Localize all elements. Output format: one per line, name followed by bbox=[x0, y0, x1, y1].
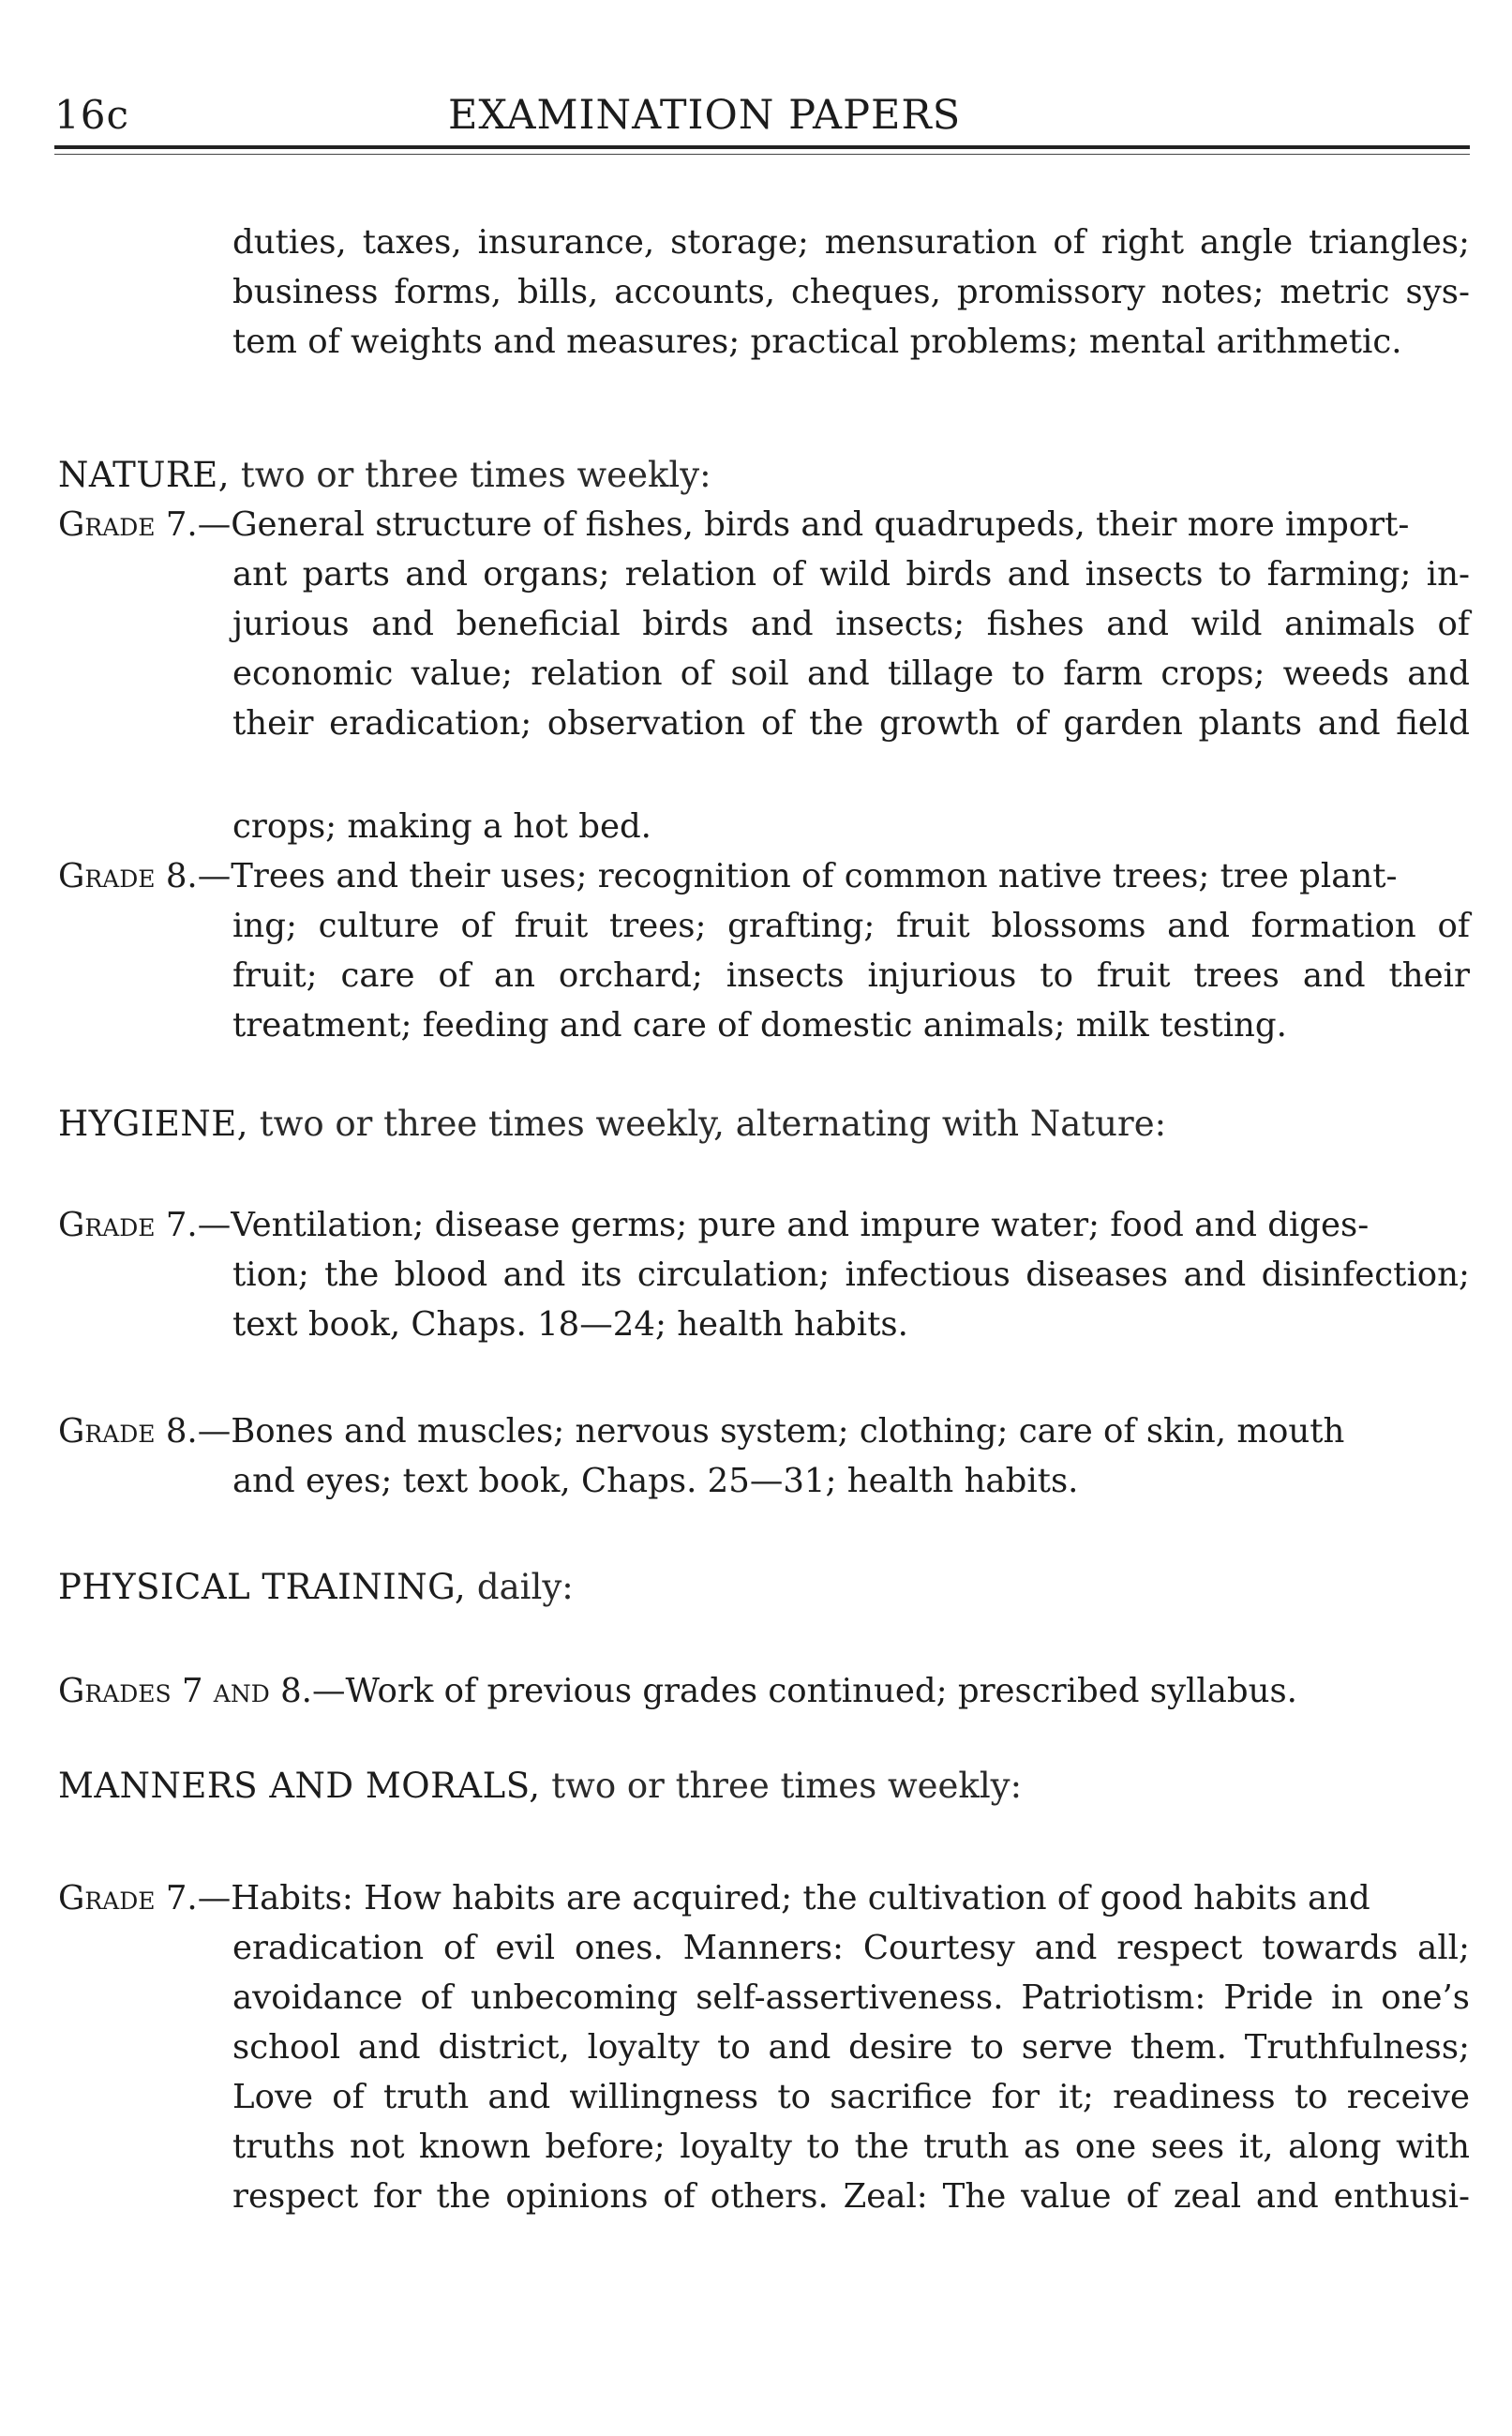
section-title: HYGIENE, bbox=[58, 1104, 249, 1144]
text-line: —Ventilation; disease germs; pure and impure water; food and diges- bbox=[197, 1206, 1370, 1244]
grade-label: Grade 7. bbox=[58, 1206, 198, 1244]
text-line: their eradication; observation of the growth of garden plants and field bbox=[232, 704, 1470, 743]
text-line: tion; the blood and its circulation; infectious diseases and disinfection; bbox=[232, 1256, 1470, 1294]
text-line: and eyes; text book, Chaps. 25—31; health habits. bbox=[232, 1462, 1079, 1500]
text-line: crops; making a hot bed. bbox=[232, 807, 651, 846]
text-line: —Bones and muscles; nervous system; clothing; care of skin, mouth bbox=[197, 1412, 1345, 1451]
nature-grade-8-body bbox=[232, 901, 1470, 1050]
text-line: Love of truth and willingness to sacrifice for it; readiness to receive bbox=[232, 2078, 1470, 2116]
grade-label: Grade 7. bbox=[58, 1879, 198, 1917]
grade-label: Grade 7. bbox=[58, 505, 198, 544]
manners-grade-7-body bbox=[232, 1923, 1470, 2221]
text-line: respect for the opinions of others. Zeal: The value of zeal and enthusi- bbox=[232, 2177, 1470, 2216]
section-note: two or three times weekly: bbox=[240, 455, 711, 495]
section-title: MANNERS AND MORALS, bbox=[58, 1766, 541, 1806]
text-line: truths not known before; loyalty to the truth as one sees it, along with bbox=[232, 2128, 1470, 2166]
header-rule-thick bbox=[54, 145, 1470, 149]
physical-training-heading bbox=[58, 1562, 574, 1612]
text-line: fruit; care of an orchard; insects injurious to fruit trees and their bbox=[232, 956, 1470, 995]
text-line: text book, Chaps. 18—24; health habits. bbox=[232, 1305, 908, 1344]
text-line: —Work of previous grades continued; prescribed syllabus. bbox=[311, 1672, 1297, 1710]
hygiene-grade-8 bbox=[58, 1406, 1474, 1456]
text-line: —Trees and their uses; recognition of common native trees; tree plant- bbox=[197, 857, 1398, 895]
arithmetic-continuation bbox=[232, 218, 1470, 367]
text-line: economic value; relation of soil and tillage to farm crops; weeds and bbox=[232, 654, 1470, 693]
text-line: ant parts and organs; relation of wild birds and insects to farming; in- bbox=[232, 555, 1470, 594]
nature-grade-7 bbox=[58, 500, 1474, 549]
page-number: 16c bbox=[54, 92, 129, 138]
text-line: business forms, bills, accounts, cheques, promissory notes; metric sys- bbox=[232, 273, 1470, 311]
manners-grade-7 bbox=[58, 1873, 1474, 1923]
section-title: NATURE, bbox=[58, 455, 231, 495]
text-line: eradication of evil ones. Manners: Courtesy and respect towards all; bbox=[232, 1929, 1470, 1967]
section-note: daily: bbox=[476, 1567, 574, 1607]
hygiene-grade-8-body bbox=[232, 1456, 1470, 1506]
section-note: two or three times weekly: bbox=[551, 1766, 1023, 1806]
nature-grade-7-body bbox=[232, 549, 1470, 748]
nature-grade-7-end bbox=[232, 802, 1470, 851]
text-line: —Habits: How habits are acquired; the cultivation of good habits and bbox=[197, 1879, 1370, 1917]
section-note: two or three times weekly, alternating with Nature: bbox=[259, 1104, 1167, 1144]
nature-grade-8 bbox=[58, 851, 1474, 901]
grade-label: Grade 8. bbox=[58, 857, 198, 895]
section-title: PHYSICAL TRAINING, bbox=[58, 1567, 467, 1607]
text-line: —General structure of fishes, birds and quadrupeds, their more import- bbox=[197, 505, 1410, 544]
grade-label: Grade 8. bbox=[58, 1412, 198, 1451]
text-line: duties, taxes, insurance, storage; mensuration of right angle triangles; bbox=[232, 223, 1470, 262]
hygiene-grade-7-body bbox=[232, 1250, 1470, 1349]
text-line: jurious and beneficial birds and insects; fishes and wild animals of bbox=[232, 605, 1470, 643]
grade-label: Grades 7 and 8. bbox=[58, 1672, 312, 1710]
running-title: EXAMINATION PAPERS bbox=[448, 92, 962, 139]
text-line: avoidance of unbecoming self-assertiveness. Patriotism: Pride in one’s bbox=[232, 1978, 1470, 2017]
nature-heading bbox=[58, 450, 711, 500]
text-line: treatment; feeding and care of domestic animals; milk testing. bbox=[232, 1006, 1287, 1045]
physical-training-grades bbox=[58, 1666, 1474, 1716]
manners-heading bbox=[58, 1761, 1022, 1811]
header-rule-thin bbox=[54, 154, 1470, 155]
hygiene-heading bbox=[58, 1099, 1166, 1149]
text-line: school and district, loyalty to and desire to serve them. Truthfulness; bbox=[232, 2028, 1470, 2067]
text-line: tem of weights and measures; practical problems; mental arithmetic. bbox=[232, 323, 1402, 361]
hygiene-grade-7 bbox=[58, 1200, 1474, 1250]
page-header bbox=[54, 83, 1470, 148]
text-line: ing; culture of fruit trees; grafting; fruit blossoms and formation of bbox=[232, 907, 1470, 945]
